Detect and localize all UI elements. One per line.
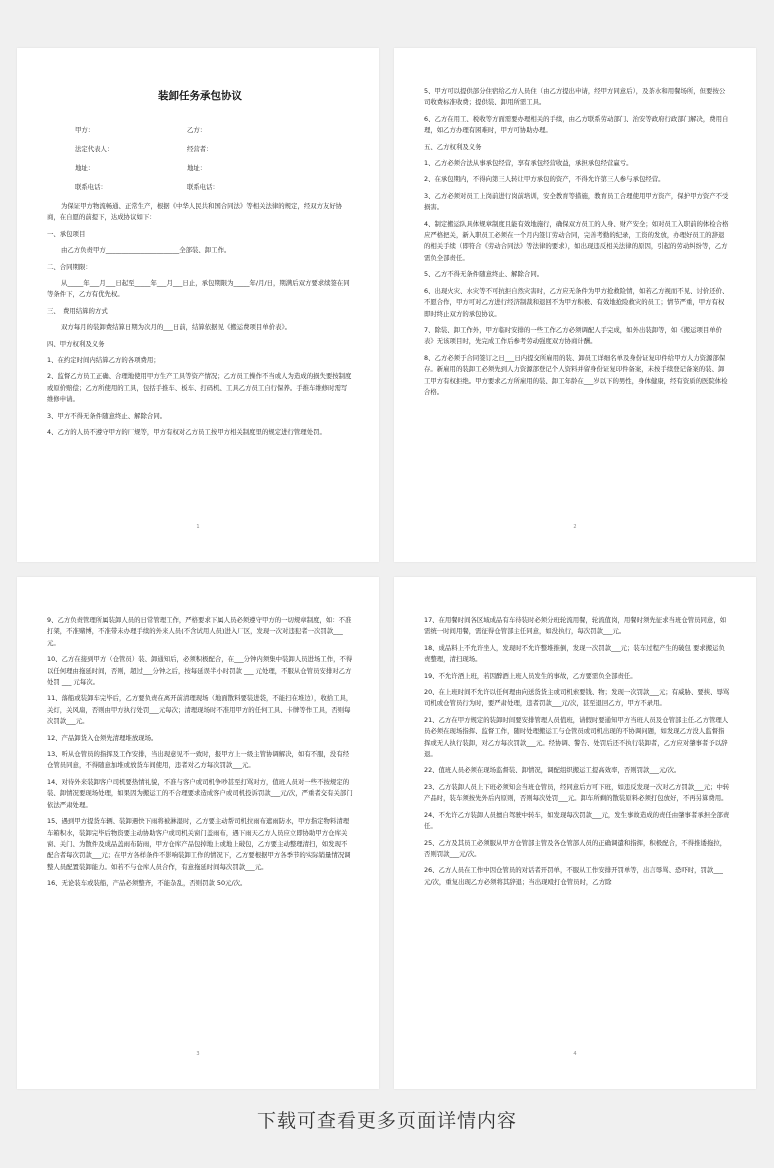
clause-paragraph: 13、听从仓管员的指挥及工作安排，当出现意见不一致时，报甲方上一级主管协调解决，如有不服，没有经仓管员同意，不得随意加堆或放货车间使用，违者对乙方每次罚款___元。 bbox=[47, 750, 350, 770]
clause-paragraph: 17、在用餐时间各区域成品有车待装时必须分班轮流用餐，轮流值岗，用餐时须先征求当班仓管员同意，如需统一时间用餐，需征得仓管部主任同意，如没执行，每次罚款___元。 bbox=[424, 616, 727, 636]
clause-paragraph: 为保证甲方物流畅通、正常生产，根据《中华人民共和国合同法》等相关法律的规定，经双方友好协商，在自愿的前提下，达成协议如下： bbox=[47, 202, 343, 222]
clause-paragraph: 二、合同期限： bbox=[47, 262, 92, 271]
clause-paragraph: 18、成品料上不允许坐人，发现时不允许整堆推倒，发现一次罚款___元；装车过程产生的破包 要求搬运负责整理，清扫现场。 bbox=[424, 643, 725, 664]
clause-paragraph: 9、乙方负责管理所属装卸人员的日常管理工作，严格要求下属人员必须遵守甲方的一切规章制度，如：不准打架，不准赌博，不准带未办理手续的外来人员(不含试用人员)进入厂区，发现一次对违犯者一次罚款___元。 bbox=[47, 616, 352, 647]
clause-paragraph: 5、乙方不得无条件随意终止、解除合同。 bbox=[424, 270, 544, 279]
party-field-label: 法定代表人： bbox=[75, 145, 114, 153]
parties-block bbox=[47, 125, 353, 192]
clause-paragraph: 5、甲方可以提供部分住宿给乙方人员住（由乙方提出申请，经甲方同意后），及茶水和用餐场所，但要按公司收费标准收费；提供装、卸用所需工具。 bbox=[424, 87, 726, 107]
clause-paragraph: 23、乙方装卸人员上下班必须知会当班仓管员，经同意后方可下班，如违反发现一次对乙方罚款___元；中转产品时，装车须按先外后内原则，否则每次处罚___元。卸车所剩的散装原料必须打包放好，不再另算费用。 bbox=[424, 782, 730, 803]
page-number: 4 bbox=[573, 1051, 577, 1057]
clause-paragraph: 12、产品卸货入仓须先清理堆放现场。 bbox=[47, 733, 158, 742]
clause-paragraph: 1、在约定时间内结算乙方的各项费用； bbox=[47, 356, 160, 365]
clause-paragraph: 3、甲方不得无条件随意终止、解除合同。 bbox=[47, 411, 167, 420]
document-page-4 bbox=[394, 577, 756, 1089]
clause-paragraph: 三、 费用结算的方式 bbox=[47, 306, 108, 315]
clause-paragraph: 2、监督乙方员工正确、合理地使用甲方生产工具等资产情况；乙方员工操作不当或人为造成的损失要按制度或原价赔偿；乙方所使用的工具，包括手推车、板车、打码机、工具乙方员工自行保养。手推车维修时需写维修申请。 bbox=[47, 372, 352, 404]
party-field-label: 乙方： bbox=[187, 126, 207, 134]
clause-paragraph: 7、除装、卸工作外，甲方临时安排的一些工作乙方必须调配人手完成，如外出装卸等，如《搬运项目单价表》无该项目时，先完成工作后参考劳动强度双方协商计酬。 bbox=[424, 325, 723, 346]
clause-paragraph: 由乙方负责甲方_______________________全部装、卸工作。 bbox=[61, 246, 231, 255]
download-more-link[interactable]: 下载可查看更多页面详情内容 bbox=[256, 1110, 517, 1132]
page-3-body bbox=[47, 615, 353, 890]
clause-paragraph: 11、落船或装卸车完毕后，乙方要负责在离开前清理现场（地面散料要装进袋，不能扫在堆边），收拾工具，关灯，关风扇，否则由甲方执行处罚___元每次；清理现场时不准用甲方的任何工具、卡牌等作工具，否则每次罚款___元。 bbox=[47, 694, 353, 726]
page-2-body bbox=[424, 86, 730, 398]
page-1-body bbox=[47, 201, 353, 439]
clause-paragraph: 一、承包项目 bbox=[47, 229, 86, 238]
clause-paragraph: 四、甲方权利及义务 bbox=[47, 339, 105, 348]
clause-paragraph: 五、乙方权利及义务 bbox=[424, 142, 482, 151]
clause-paragraph: 14、对待外来装卸客户司机要热情礼貌，不准与客户或司机争吵甚至打骂对方，值班人员对一些不按规定的装、卸情况要现场处理，如果因为搬运工的不合理要求造成客户或司机投诉罚款___元/次，严重者交有关部门依法严肃处理。 bbox=[47, 777, 353, 809]
party-field-label: 地址： bbox=[75, 164, 95, 172]
document-page-3 bbox=[17, 577, 379, 1089]
document-page-1 bbox=[17, 48, 379, 562]
clause-paragraph: 4、乙方的人员不遵守甲方的厂规等，甲方有权对乙方员工按甲方相关制度里的规定进行管理处罚。 bbox=[47, 428, 326, 437]
clause-paragraph: 26、乙方人员在工作中因仓管员的对话者开罚单，不服从工作安排开罚单等，出言辱骂、恐吓时，罚款___元/次，重复出现乙方必须将其辞退；当出现殴打仓管员时，乙方除 bbox=[424, 866, 723, 886]
party-row bbox=[75, 144, 353, 154]
clause-paragraph: 6、乙方在用工、税收等方面需要办理相关的手续，由乙方联系劳动部门、治安等政府行政部门解决，费用自理，如乙方办理有困难时，甲方可协助办理。 bbox=[424, 114, 729, 135]
clause-paragraph: 15、遇到甲方提货车辆、装卸遇快下雨将被淋湿时，乙方要主动帮司机拉雨布遮雨防水，甲方指定物料清理车箱积水，装卸完毕后物资要主动协助客户或司机关窗门盖雨布，遇下雨天乙方人员应立即协助甲方仓库关窗、关门、为散件及成品盖雨布防雨，甲方仓库产品包掉地上或地上破包，乙方要主动整理清扫，如发现不配合者每次罚款___元；在甲方各样条件不影响装卸工作的情况下，乙方要根据甲方各季节的实际销量情况调整人员配置装卸能力。如若不与仓库人员合作，有意拖延时间每次罚款___元。 bbox=[47, 817, 351, 871]
clause-paragraph: 22、值班人员必须在现场监督装、卸情况，调配组织搬运工提高效率，否则罚款___元/次。 bbox=[424, 766, 681, 775]
clause-paragraph: 24、不允许乙方装卸人员擅自驾驶中转车，如发现每次罚款___元，发生事故造成的责任由肇事者承担全部责任。 bbox=[424, 810, 730, 831]
party-row bbox=[75, 163, 353, 173]
page-number: 2 bbox=[573, 524, 577, 530]
party-field-label: 联系电话： bbox=[187, 183, 219, 191]
clause-paragraph: 19、不允许酒上班，若因醉酒上班人员发生的事故，乙方要需负全部责任。 bbox=[424, 671, 637, 680]
page-number: 3 bbox=[196, 1051, 200, 1057]
clause-paragraph: 8、乙方必须于合同签订之日___日内提交所雇用的装、卸员工详细名单及身份证复印件给甲方人力资源部保存。新雇用的装卸工必须先到人力资源部登记个人资料并留身份证复印件备案，未按手续登记备案的装、卸工甲方有权拒绝。甲方要求乙方所雇用的装、卸工年龄在___岁以下的男性，身体健康，经有资质的医院体检合格。 bbox=[424, 353, 728, 396]
clause-paragraph: 20、在上班时间不允许以任何理由向送货货主或司机索要钱、物；发现一次罚款___元；有威胁、要挟、辱骂司机或仓管员行为时，要严肃处理，违者罚款___元/次，甚至退回乙方，甲方不录用。 bbox=[424, 688, 730, 708]
party-row bbox=[75, 125, 353, 135]
clause-paragraph: 3、乙方必须对员工上岗前进行岗前培训，安全教育等措施，教育员工合理使用甲方资产，保护甲方资产不受损害。 bbox=[424, 191, 729, 212]
clause-paragraph: 10、乙方在接到甲方（仓管员）装、卸通知后，必须积极配合，在___分钟内须集中装卸人员进场工作，不得以任何理由拖延时间，否则，超过___分钟之后，按每延误半小时罚款 ___ 元处理，不服从仓管员安排对乙方处罚 ___ 元每次。 bbox=[47, 655, 353, 687]
page-4-body bbox=[424, 615, 730, 888]
clause-paragraph: 2、在承包期内，不得向第三人转让甲方承包的资产，不得允许第三人参与承包经营。 bbox=[424, 175, 665, 184]
party-field-label: 经营者： bbox=[187, 145, 213, 153]
page-number: 1 bbox=[196, 524, 200, 530]
party-field-label: 地址： bbox=[187, 164, 207, 172]
clause-paragraph: 21、乙方在甲方规定的装卸时间要安排管理人员值班，请假时要通知甲方当班人员及仓管部主任,乙方管理人员必须在现场指挥、监督工作，随时处理搬运工与仓管员或司机出现的不协调问题，如发现乙方没人监督指挥或无人执行装卸，对乙方每次罚款___元。经协调、警告、处罚后还不执行装卸者，乙方应对肇事者予以辞退。 bbox=[424, 715, 729, 759]
clause-paragraph: 从_____年___月___日起至_____年___月___日止，承包期限为_____年/月/日，期满后双方要求续签在同等条件下，乙方有优先权。 bbox=[47, 279, 350, 299]
clause-paragraph: 25、乙方及其员工必须服从甲方仓管部主管及各仓管部人员的正确调遣和指挥，积极配合，不得推诿拖拉，否则罚款___元/次。 bbox=[424, 838, 727, 858]
clause-paragraph: 1、乙方必须合法从事承包经营，享有承包经营收益，承担承包经营赢亏。 bbox=[424, 159, 633, 168]
party-field-label: 联系电话： bbox=[75, 183, 107, 191]
party-field-label: 甲方： bbox=[75, 126, 95, 134]
document-page-2 bbox=[394, 48, 756, 562]
clause-paragraph: 4、制定搬运队具体规章制度且能有效地施行，确保双方员工的人身、财产安全；如对员工入职前的体检合格应严格把关，新入职员工必须在一个月内签订劳动合同，完善考勤的纪录，工资的发放，办理好员工的辞退的相关手续（即符合《劳动合同法》等法律的要求），如出现违反相关法律的原因，引起的劳动纠纷等，乙方需负全部责任。 bbox=[424, 219, 729, 262]
clause-paragraph: 16、无论装车或装船，产品必须整齐，不能杂乱，否则罚款 50元/次。 bbox=[47, 879, 247, 888]
clause-paragraph: 6、出现火灾、水灾等不可抗拒自然灾害时，乙方应无条件为甲方抢救险情，如若乙方视而不见、讨价还价、不愿合作，甲方可对乙方进行经济制裁和退回不为甲方积极、有效地抢险救灾的员工；情节严重，甲方有权即时终止双方的承包协议。 bbox=[424, 286, 729, 318]
document-title: 装卸任务承包协议 bbox=[158, 90, 242, 102]
clause-paragraph: 双方每月的装卸费结算日期为次月的___日前，结算依据见《搬运费项目单价表》。 bbox=[61, 323, 292, 332]
party-row bbox=[75, 182, 353, 192]
